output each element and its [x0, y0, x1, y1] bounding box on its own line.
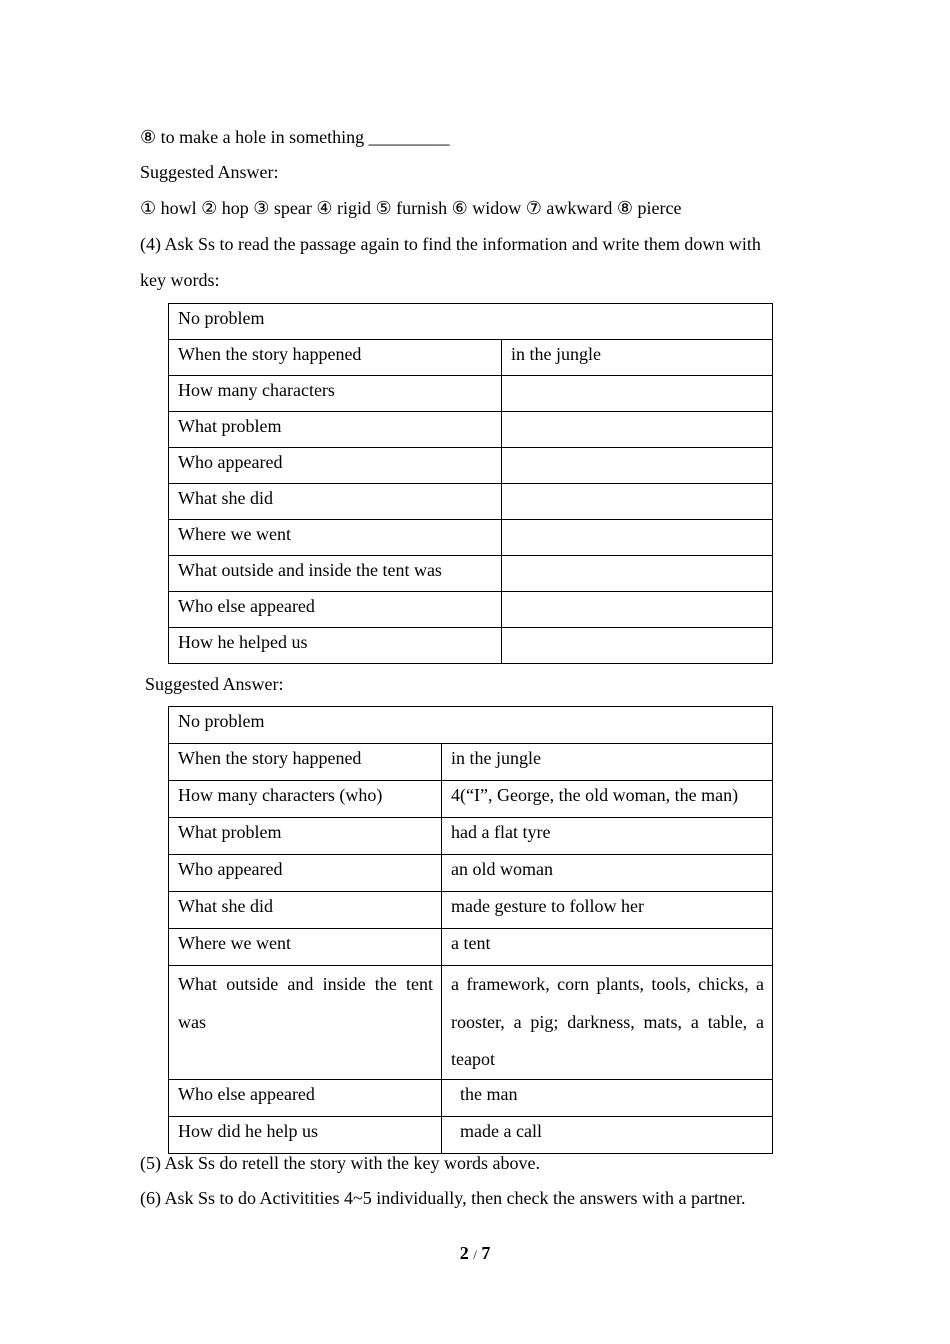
question-cell: When the story happened — [169, 340, 502, 376]
question-cell: What she did — [169, 892, 442, 929]
answer-cell: a framework, corn plants, tools, chicks, a rooster, a pig; darkness, mats, a table, a teapot — [442, 966, 773, 1080]
table-row — [169, 376, 773, 412]
vocab-answers: ① howl ② hop ③ spear ④ rigid ⑤ furnish ⑥ widow ⑦ awkward ⑧ pierce — [140, 198, 682, 218]
answer-cell: made gesture to follow her — [442, 892, 773, 929]
current-page: 2 — [459, 1243, 469, 1263]
question-cell: Who appeared — [169, 448, 502, 484]
page-separator: / — [473, 1247, 477, 1262]
table-row — [169, 628, 773, 664]
answer-cell: an old woman — [442, 855, 773, 892]
table-row — [169, 412, 773, 448]
answer-cell — [502, 520, 773, 556]
table-row — [169, 818, 773, 855]
answer-cell — [502, 376, 773, 412]
table-row — [169, 1116, 773, 1153]
answer-cell: 4(“I”, George, the old woman, the man) — [442, 781, 773, 818]
table-row — [169, 966, 773, 1080]
table-row — [169, 556, 773, 592]
question-cell: Who else appeared — [169, 592, 502, 628]
table-row — [169, 892, 773, 929]
worksheet-table — [168, 303, 773, 664]
question-cell: How many characters — [169, 376, 502, 412]
question-cell: Where we went — [169, 929, 442, 966]
answer-table — [168, 706, 773, 1154]
vocab-item-8: ⑧ to make a hole in something _________ — [140, 127, 450, 147]
table-row — [169, 744, 773, 781]
question-cell: Where we went — [169, 520, 502, 556]
step-4-line-2: key words: — [140, 270, 220, 290]
suggested-answer-label-2: Suggested Answer: — [145, 674, 284, 694]
table-row — [169, 929, 773, 966]
question-cell: How many characters (who) — [169, 781, 442, 818]
answer-cell — [502, 628, 773, 664]
table-row — [169, 520, 773, 556]
page-number — [0, 1243, 950, 1264]
answer-cell — [502, 484, 773, 520]
table-row — [169, 1079, 773, 1116]
question-cell: What outside and inside the tent was — [169, 556, 502, 592]
total-pages: 7 — [481, 1243, 491, 1263]
answer-cell: made a call — [442, 1116, 773, 1153]
answer-cell — [502, 592, 773, 628]
table-header-cell: No problem — [169, 304, 773, 340]
answer-cell — [502, 556, 773, 592]
step-5: (5) Ask Ss do retell the story with the key words above. — [140, 1153, 540, 1173]
answer-cell: had a flat tyre — [442, 818, 773, 855]
answer-cell: a tent — [442, 929, 773, 966]
table-row — [169, 592, 773, 628]
suggested-answer-label: Suggested Answer: — [140, 162, 279, 182]
question-cell: How he helped us — [169, 628, 502, 664]
table-header-row — [169, 707, 773, 744]
answer-cell — [502, 412, 773, 448]
step-4-line-1: (4) Ask Ss to read the passage again to find the information and write them down with — [140, 234, 761, 254]
answer-cell: the man — [442, 1079, 773, 1116]
table-row — [169, 448, 773, 484]
table-row — [169, 855, 773, 892]
table-row — [169, 484, 773, 520]
question-cell: When the story happened — [169, 744, 442, 781]
question-cell: Who else appeared — [169, 1079, 442, 1116]
table-row — [169, 340, 773, 376]
question-cell: How did he help us — [169, 1116, 442, 1153]
question-cell: What outside and inside the tent was — [169, 966, 442, 1080]
table-header-cell: No problem — [169, 707, 773, 744]
step-6: (6) Ask Ss to do Activitities 4~5 individually, then check the answers with a partner. — [140, 1188, 746, 1208]
question-cell: What problem — [169, 818, 442, 855]
question-cell: Who appeared — [169, 855, 442, 892]
table-row — [169, 781, 773, 818]
table-header-row — [169, 304, 773, 340]
answer-cell — [502, 448, 773, 484]
question-cell: What problem — [169, 412, 502, 448]
answer-cell: in the jungle — [502, 340, 773, 376]
question-cell: What she did — [169, 484, 502, 520]
answer-cell: in the jungle — [442, 744, 773, 781]
